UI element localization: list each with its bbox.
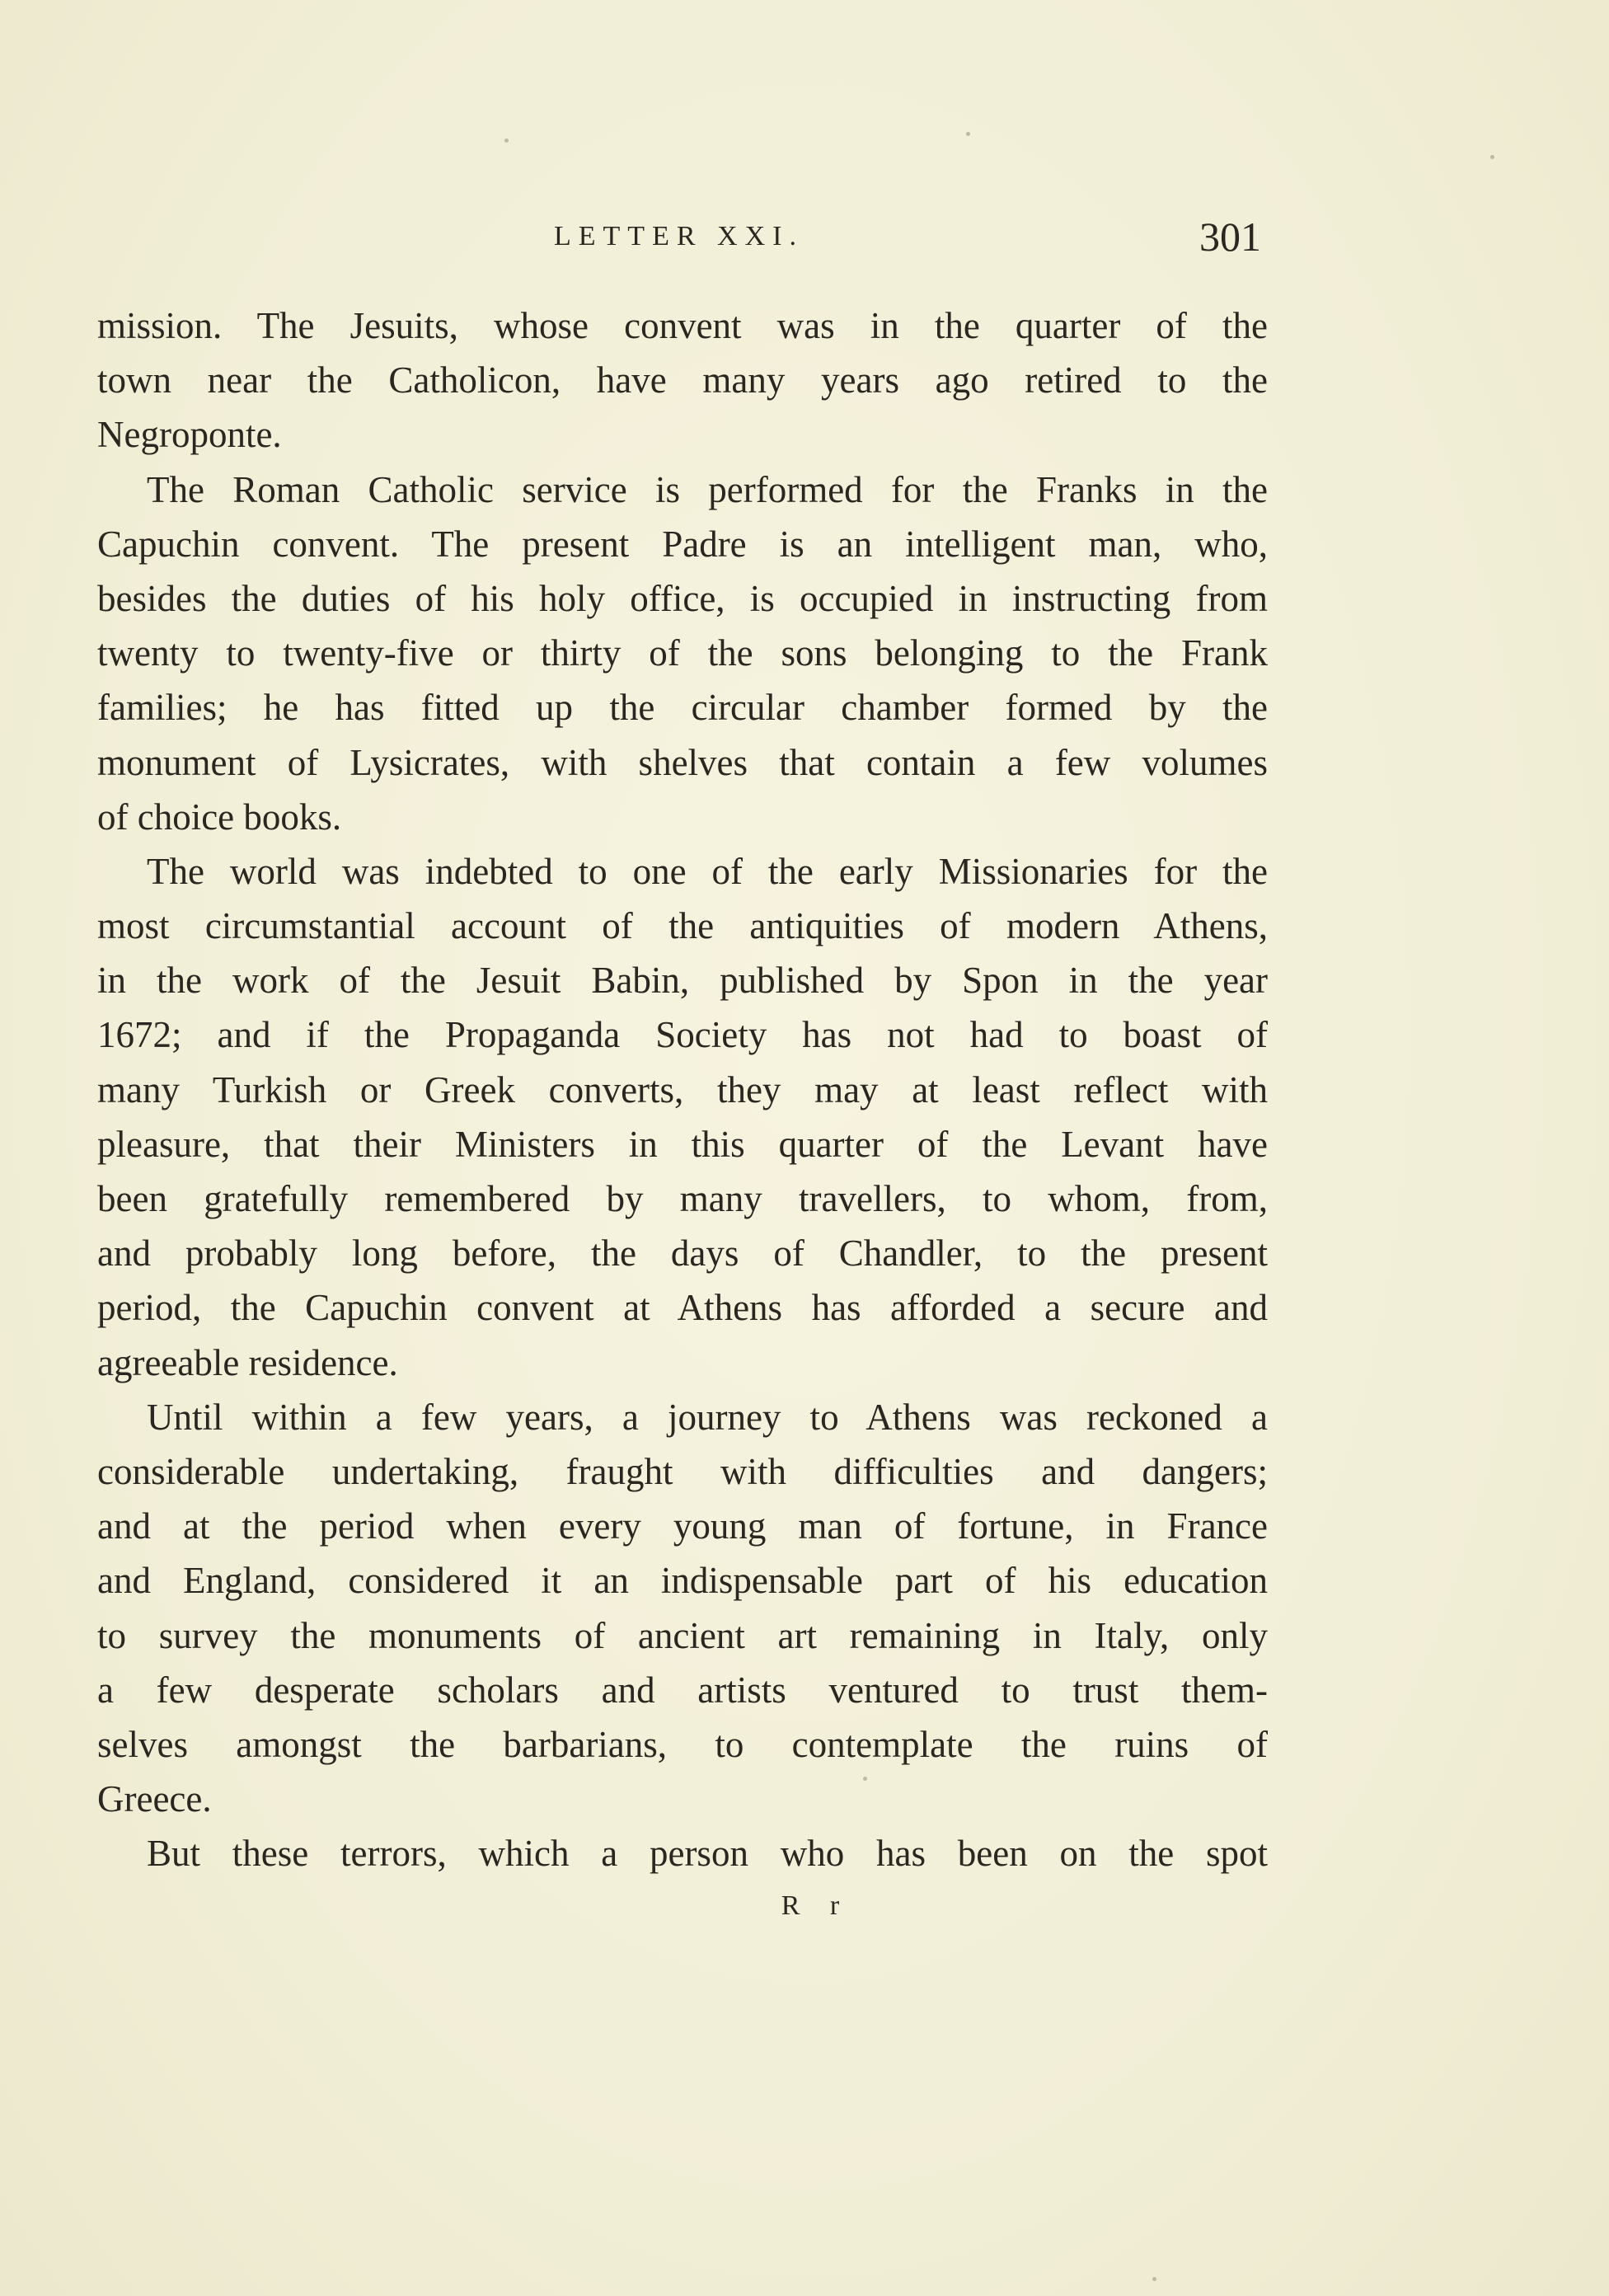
- running-head: [0, 213, 1609, 270]
- paper-speck: [966, 132, 970, 136]
- page-number: 301: [1199, 214, 1261, 260]
- text-line: Greece.: [97, 1778, 212, 1820]
- text-line: to survey the monuments of ancient art remaining in Italy, only: [97, 1614, 1268, 1656]
- text-line: town near the Catholicon, have many years ago retired to the: [97, 359, 1268, 401]
- text-line: families; he has fitted up the circular chamber formed by the: [97, 687, 1268, 729]
- text-line: pleasure, that their Ministers in this quarter of the Levant have: [97, 1123, 1268, 1165]
- text-line: 1672; and if the Propaganda Society has not had to boast of: [97, 1014, 1268, 1056]
- text-line: Capuchin convent. The present Padre is an intelligent man, who,: [97, 523, 1268, 565]
- text-line: a few desperate scholars and artists ventured to trust them-: [97, 1669, 1268, 1711]
- text-line: and England, considered it an indispensable part of his education: [97, 1560, 1268, 1602]
- text-line: Negroponte.: [97, 414, 282, 456]
- text-line: monument of Lysicrates, with shelves that contain a few volumes: [97, 741, 1268, 783]
- text-line: many Turkish or Greek converts, they may at least reflect with: [97, 1068, 1268, 1110]
- signature-mark: R r: [781, 1890, 851, 1921]
- text-line: agreeable residence.: [97, 1341, 398, 1383]
- paper-speck: [1490, 155, 1494, 159]
- text-line: The Roman Catholic service is performed for the Franks in the: [147, 468, 1268, 510]
- text-line: mission. The Jesuits, whose convent was in the quarter of the: [97, 305, 1268, 346]
- text-line: and at the period when every young man of fortune, in France: [97, 1505, 1268, 1547]
- paper-speck: [1152, 2277, 1156, 2281]
- text-line: and probably long before, the days of Chandler, to the present: [97, 1233, 1268, 1275]
- text-line: But these terrors, which a person who has been on the spot: [147, 1833, 1268, 1875]
- body-text: [97, 298, 1268, 1880]
- text-line: been gratefully remembered by many travellers, to whom, from,: [97, 1178, 1268, 1219]
- running-title: LETTER XXI.: [554, 221, 804, 251]
- paper-speck: [504, 139, 509, 143]
- paper-speck: [863, 1777, 867, 1781]
- text-line: twenty to twenty-five or thirty of the sons belonging to the Frank: [97, 632, 1268, 674]
- text-line: The world was indebted to one of the early Missionaries for the: [147, 850, 1268, 892]
- text-line: considerable undertaking, fraught with difficulties and dangers;: [97, 1450, 1268, 1492]
- text-line: period, the Capuchin convent at Athens has afforded a secure and: [97, 1287, 1268, 1329]
- text-line: selves amongst the barbarians, to contemplate the ruins of: [97, 1723, 1268, 1765]
- text-line: of choice books.: [97, 796, 342, 838]
- text-line: most circumstantial account of the antiquities of modern Athens,: [97, 905, 1268, 947]
- text-line: in the work of the Jesuit Babin, published by Spon in the year: [97, 960, 1268, 1002]
- text-line: besides the duties of his holy office, is occupied in instructing from: [97, 577, 1268, 619]
- text-line: Until within a few years, a journey to Athens was reckoned a: [147, 1396, 1268, 1438]
